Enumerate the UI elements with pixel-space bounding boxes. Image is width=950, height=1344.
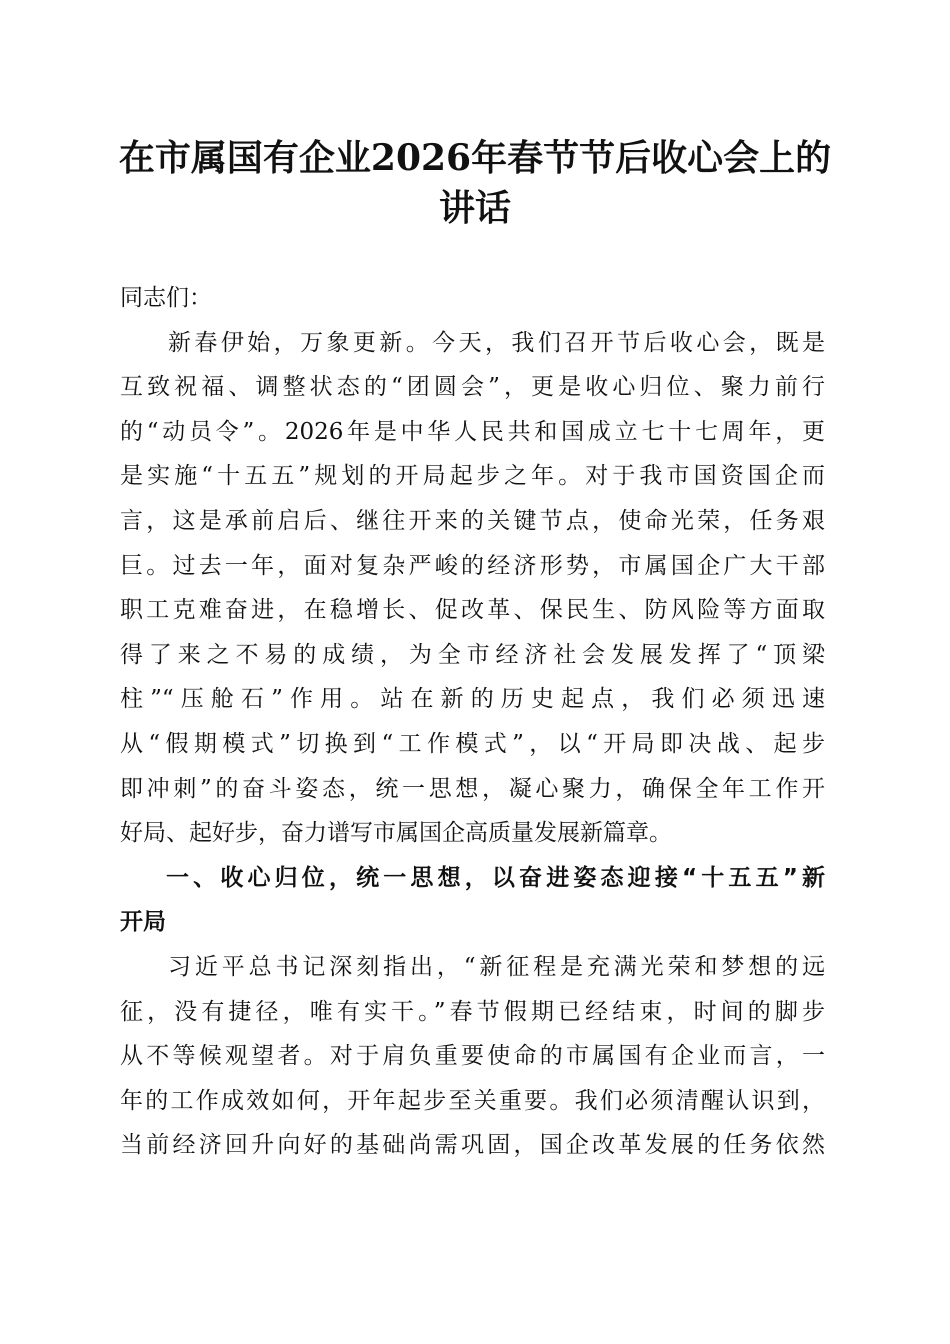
- intro-line-9: 柱”“压舱石”作用。站在新的历史起点，我们必须迅速: [120, 686, 825, 713]
- intro-line-10: 从“假期模式”切换到“工作模式”，以“开局即决战、起步: [120, 730, 825, 757]
- intro-line-3: 的“动员令”。2026年是中华人民共和国成立七十七周年，更: [120, 418, 825, 445]
- intro-line-12: 好局、起好步，奋力谱写市属国企高质量发展新篇章。: [120, 820, 672, 847]
- section-1-line-5: 当前经济回升向好的基础尚需巩固，国企改革发展的任务依然: [120, 1132, 825, 1159]
- intro-paragraph: [120, 321, 825, 856]
- document-body: [120, 276, 825, 1168]
- intro-line-1: 新春伊始，万象更新。今天，我们召开节后收心会，既是: [168, 329, 825, 356]
- section-1-line-2: 征，没有捷径，唯有实干。”春节假期已经结束，时间的脚步: [120, 998, 825, 1025]
- document-title: [100, 133, 850, 233]
- section-1-heading-line-2: 开局: [120, 909, 166, 936]
- section-1-line-3: 从不等候观望者。对于肩负重要使命的市属国有企业而言，一: [120, 1043, 825, 1070]
- section-1-heading-line-1: 一、收心归位，统一思想，以奋进姿态迎接“十五五”新: [166, 864, 825, 891]
- title-line-2: 讲话: [438, 187, 511, 229]
- intro-line-5: 言，这是承前启后、继往开来的关键节点，使命光荣，任务艰: [120, 507, 825, 534]
- section-1-heading: [120, 856, 825, 945]
- title-line-1: 在市属国有企业2026年春节节后收心会上的: [118, 137, 832, 179]
- section-1-line-4: 年的工作成效如何，开年起步至关重要。我们必须清醒认识到，: [120, 1087, 825, 1114]
- section-1-paragraph: [120, 945, 825, 1168]
- intro-line-7: 职工克难奋进，在稳增长、促改革、保民生、防风险等方面取: [120, 597, 825, 624]
- intro-line-11: 即冲刺”的奋斗姿态，统一思想，凝心聚力，确保全年工作开: [120, 775, 825, 802]
- intro-line-6: 巨。过去一年，面对复杂严峻的经济形势，市属国企广大干部: [120, 552, 825, 579]
- salutation: 同志们：: [120, 285, 212, 311]
- intro-line-2: 互致祝福、调整状态的“团圆会”，更是收心归位、聚力前行: [120, 374, 825, 401]
- intro-line-4: 是实施“十五五”规划的开局起步之年。对于我市国资国企而: [120, 463, 825, 490]
- section-1-line-1: 习近平总书记深刻指出，“新征程是充满光荣和梦想的远: [168, 953, 825, 980]
- intro-line-8: 得了来之不易的成绩，为全市经济社会发展发挥了“顶梁: [120, 641, 825, 668]
